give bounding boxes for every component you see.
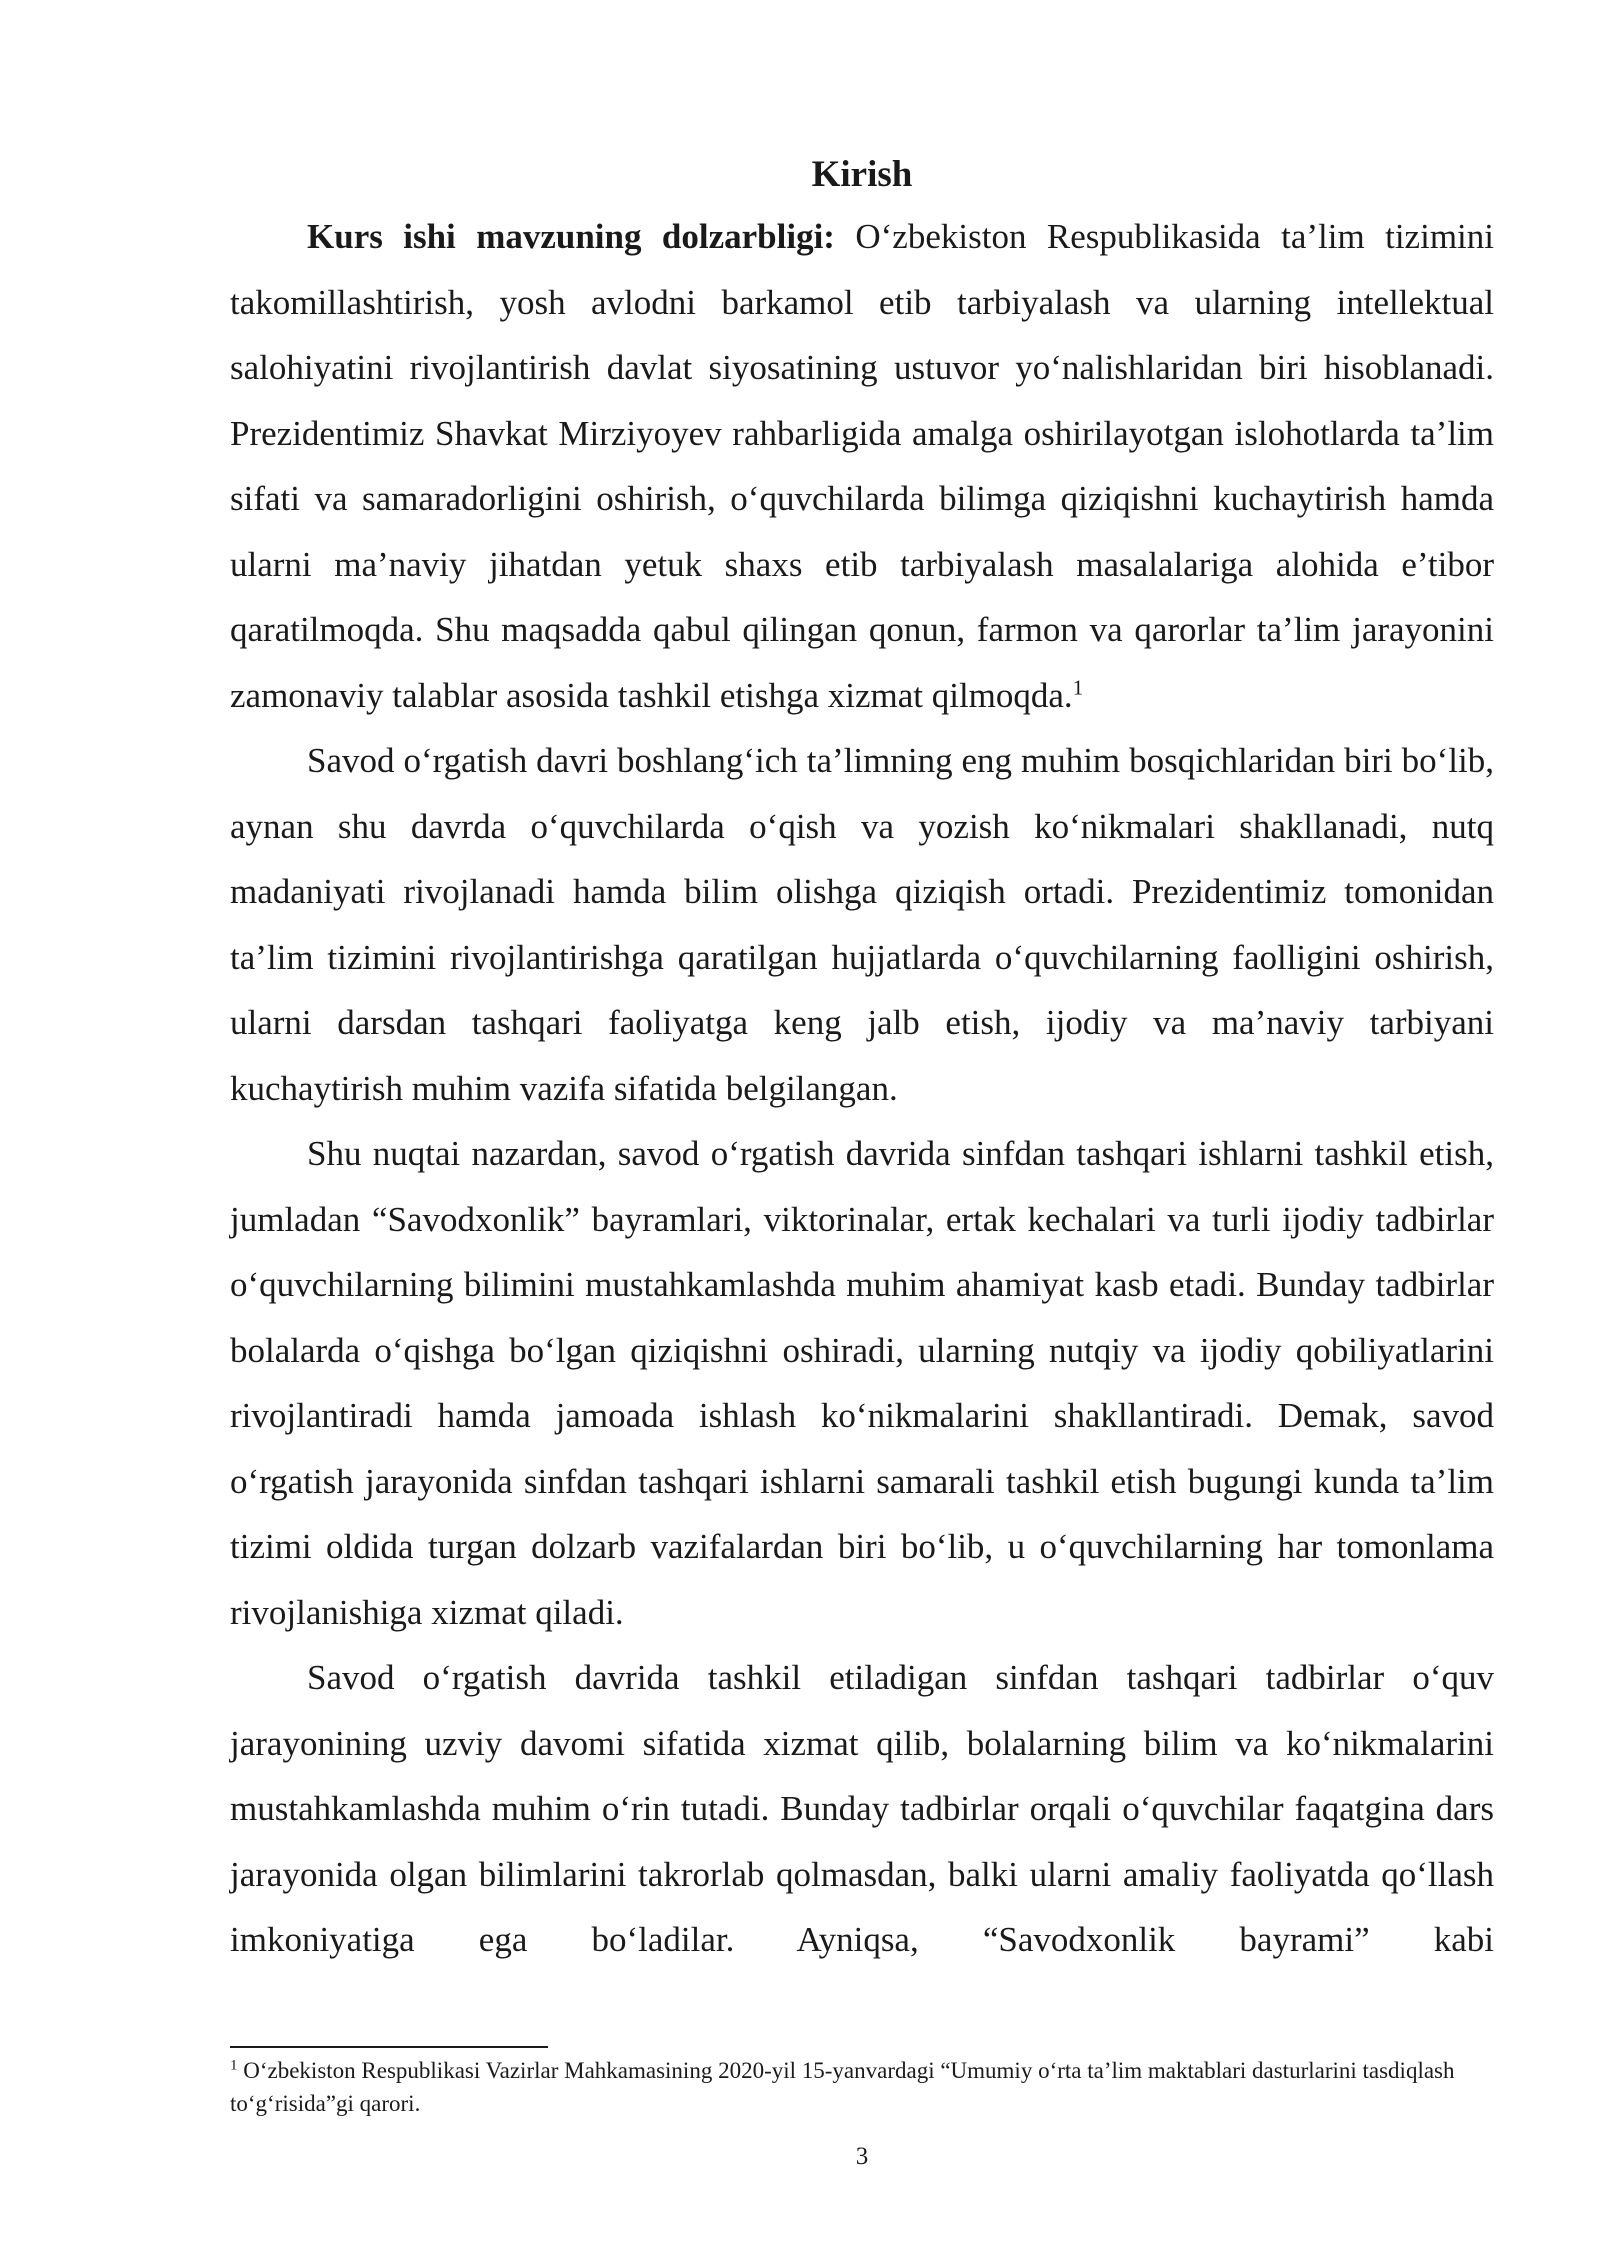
paragraph-relevance: [230, 204, 1494, 728]
section-title: Kirish: [811, 154, 913, 195]
paragraph-activities: Savod o‘rgatish davrida tashkil etiladigan sinfdan tashqari tadbirlar o‘quv jarayonining uzviy davomi sifatida xizmat qilib, bolalarning bilim va ko‘nikmalarini mustahkamlashda muhim o‘rin tutadi. Bunday tadbirlar orqali o‘quvchilar faqatgina dars jarayonida olgan bilimlarini takrorlab qolmasdan, balki ularni amaliy faoliyatda qo‘llash imkoniyatiga ega bo‘ladilar. Ayniqsa, “Savodxonlik bayrami” kabi: [230, 1658, 1494, 1959]
footnote-reference[interactable]: 1: [1072, 674, 1084, 699]
footnote-text: O‘zbekiston Respublikasi Vazirlar Mahkamasining 2020-yil 15-yanvardagi “Umumiy o‘rta ta’lim maktablari dasturlarini tasdiqlash to‘g‘risida”gi qarori.: [230, 2058, 1455, 2116]
footnote-separator: [230, 2046, 548, 2048]
paragraph-literacy-period: Savod o‘rgatish davri boshlang‘ich ta’limning eng muhim bosqichlaridan biri bo‘lib, aynan shu davrda o‘quvchilarda o‘qish va yozish ko‘nikmalari shakllanadi, nutq madaniyati rivojlanadi hamda bilim olishga qiziqish ortadi. Prezidentimiz tomonidan ta’lim tizimini rivojlantirishga qaratilgan hujjatlarda o‘quvchilarning faolligini oshirish, ularni darsdan tashqari faoliyatga keng jalb etish, ijodiy va ma’naviy tarbiyani kuchaytirish muhim vazifa sifatida belgilangan.: [230, 741, 1494, 1108]
paragraph-text: O‘zbekiston Respublikasida ta’lim tizimini takomillashtirish, yosh avlodni barkamol etib tarbiyalash va ularning intellektual salohiyatini rivojlantirish davlat siyosatining ustuvor yo‘nalishlaridan biri hisoblanadi. Prezidentimiz Shavkat Mirziyoyev rahbarligida amalga oshirilayotgan islohotlarda ta’lim sifati va samaradorligini oshirish, o‘quvchilarda bilimga qiziqishni kuchaytirish hamda ularni ma’naviy jihatdan yetuk shaxs etib tarbiyalash masalalariga alohida e’tibor qaratilmoqda. Shu maqsadda qabul qilingan qonun, farmon va qarorlar ta’lim jarayonini zamonaviy talablar asosida tashkil etishga xizmat qilmoqda.: [230, 217, 1494, 715]
footnote-number: 1: [230, 2057, 238, 2074]
document-body: [230, 148, 1494, 1973]
paragraph-extracurricular: Shu nuqtai nazardan, savod o‘rgatish davrida sinfdan tashqari ishlarni tashkil etish, jumladan “Savodxonlik” bayramlari, viktorinalar, ertak kechalari va turli ijodiy tadbirlar o‘quvchilarning bilimini mustahkamlashda muhim ahamiyat kasb etadi. Bunday tadbirlar bolalarda o‘qishga bo‘lgan qiziqishni oshiradi, ularning nutqiy va ijodiy qobiliyatlarini rivojlantiradi hamda jamoada ishlash ko‘nikmalarini shakllantiradi. Demak, savod o‘rgatish jarayonida sinfdan tashqari ishlarni samarali tashkil etish bugungi kunda ta’lim tizimi oldida turgan dolzarb vazifalardan biri bo‘lib, u o‘quvchilarning har tomonlama rivojlanishiga xizmat qiladi.: [230, 1134, 1494, 1632]
paragraph-lead-label: Kurs ishi mavzuning dolzarbligi:: [307, 217, 835, 256]
page-number: 3: [855, 2143, 869, 2170]
footnote: [230, 2054, 1494, 2120]
